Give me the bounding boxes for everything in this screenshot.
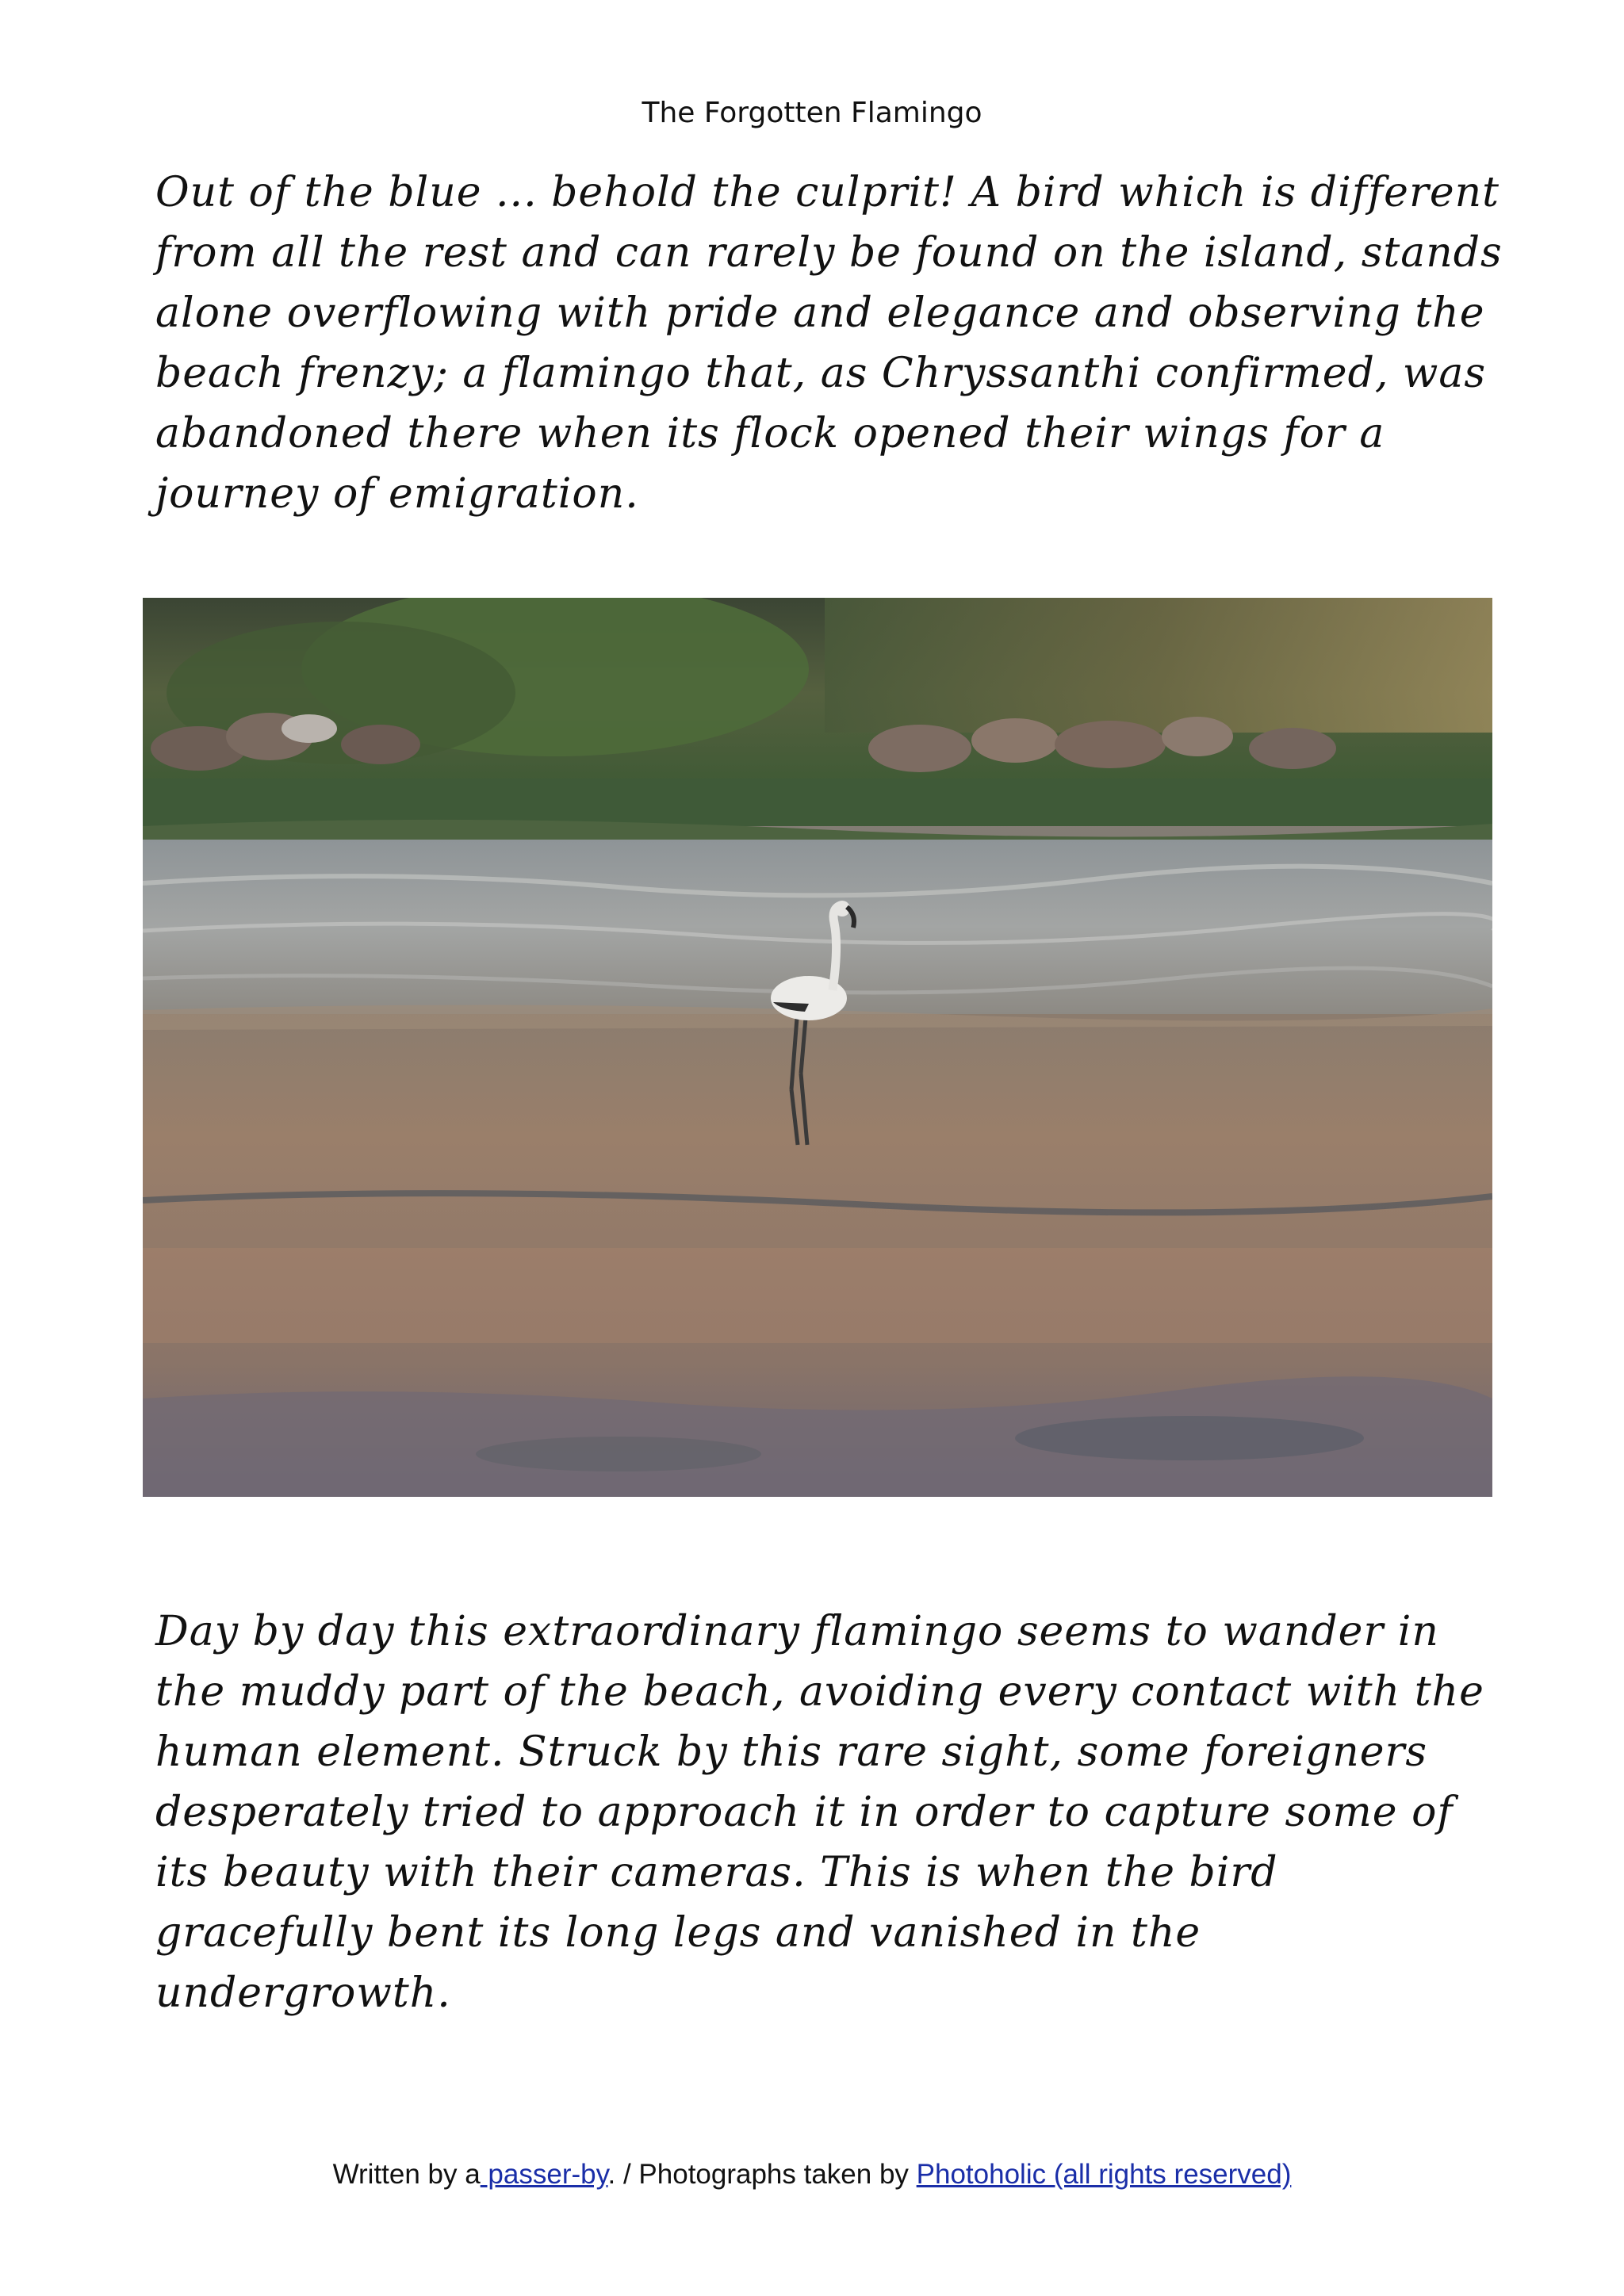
page-title: The Forgotten Flamingo: [642, 97, 982, 129]
photographer-link[interactable]: Photoholic (all rights reserved): [916, 2159, 1292, 2190]
story-paragraph-1: Out of the blue ... behold the culprit! A bird which is different from all the rest and can rarely be found on the island, stands alone overflowing with pride and elegance and observing the beach frenzy; a flamingo that, as Chryssanthi confirmed, was abandoned there when its flock opened their wings for a journey of emigration.: [155, 169, 1503, 518]
credits-footer: [0, 2159, 1624, 2191]
credits-prefix: Written by a: [332, 2159, 481, 2190]
credits-middle: . / Photographs taken by: [607, 2159, 917, 2190]
story-paragraph-2: Day by day this extraordinary flamingo seems to wander in the muddy part of the beach, avoiding every contact with the human element. Struck by this rare sight, some foreigners desperately tried to approach it in order to capture some of its beauty with their cameras. This is when the bird gracefully bent its long legs and vanished in the undergrowth.: [155, 1608, 1484, 2017]
author-link[interactable]: passer-by: [480, 2159, 608, 2190]
flamingo-photo: [143, 598, 1492, 1497]
